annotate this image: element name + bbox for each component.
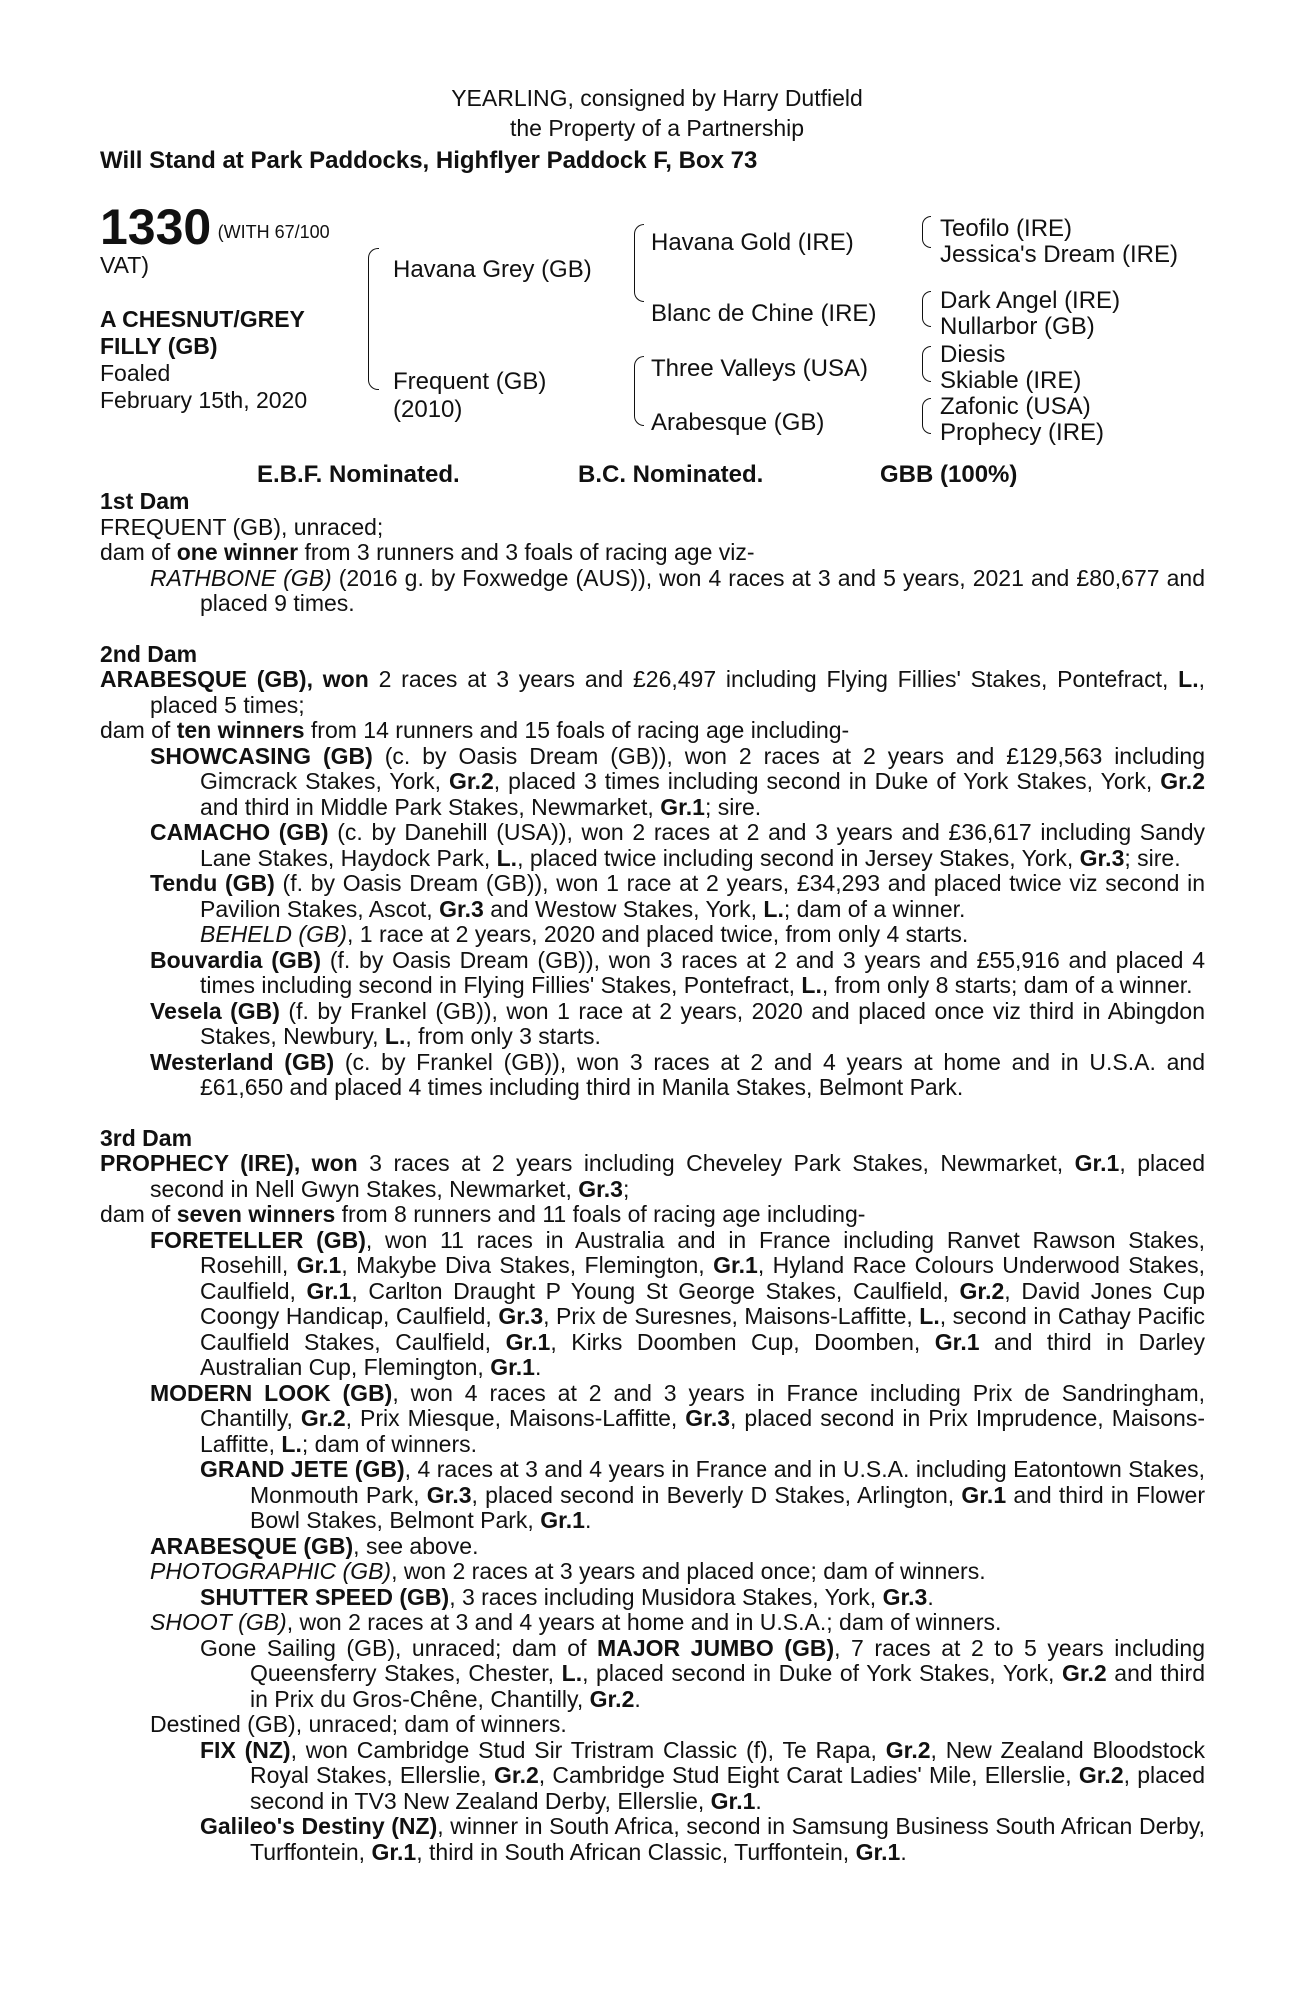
runner-shutter-speed: SHUTTER SPEED (GB), 3 races including Musidora Stakes, York, Gr.3. xyxy=(200,1583,934,1610)
consignor-line: YEARLING, consigned by Harry Dutfield xyxy=(451,85,863,111)
sire-sire-dam: Jessica's Dream (IRE) xyxy=(940,241,1178,268)
runner-fix: FIX (NZ), won Cambridge Stud Sir Tristram Classic (f), Te Rapa, Gr.2, New Zealand Bloodstock Royal Stakes, Ellerslie, Gr.2, Cambridge Stud Eight Carat Ladies' Mile, Ellerslie, Gr.2, placed second in TV3 New Zealand Derby, Ellerslie, Gr.1. xyxy=(200,1736,1205,1814)
runner-foreteller: FORETELLER (GB), won 11 races in Australia and in France including Ranvet Rawson Stakes, Rosehill, Gr.1, Makybe Diva Stakes, Flemington, Gr.1, Hyland Race Colours Underwood Stakes, Caulfield, Gr.1, Carlton Draught P Young St George Stakes, Caulfield, Gr.2, David Jones Cup Coongy Handicap, Caulfield, Gr.3, Prix de Suresnes, Maisons-Laffitte, L., second in Cathay Pacific Caulfield Stakes, Caulfield, Gr.1, Kirks Doomben Cup, Doomben, Gr.1 and third in Darley Australian Cup, Flemington, Gr.1. xyxy=(150,1226,1206,1380)
vat-note: (WITH 67/100 xyxy=(217,222,330,242)
brace-dd xyxy=(922,398,931,434)
runner-grand-jete: GRAND JETE (GB), 4 races at 3 and 4 years in France and in U.S.A. including Eatontown Stakes, Monmouth Park, Gr.3, placed second in Beverly D Stakes, Arlington, Gr.1 and third in Flower Bowl Stakes, Belmont Park, Gr.1. xyxy=(200,1456,1206,1533)
lot-block xyxy=(100,199,380,414)
dam: Frequent (GB) xyxy=(393,368,547,395)
gbb-percentage: GBB (100%) xyxy=(880,461,1018,488)
sire-sire: Havana Gold (IRE) xyxy=(651,229,854,256)
runner-westerland: Westerland (GB) (c. by Frankel (GB)), won 3 races at 2 and 4 years at home and in U.S.A. and £61,650 and placed 4 times including third in Manila Stakes, Belmont Park. xyxy=(150,1048,1205,1100)
sire: Havana Grey (GB) xyxy=(393,256,592,283)
lot-description-2: FILLY (GB) xyxy=(100,333,218,359)
brace-dam-parents xyxy=(634,356,644,426)
runner-shoot: SHOOT (GB), won 2 races at 3 and 4 years at home and in U.S.A.; dam of winners. xyxy=(150,1609,1002,1635)
lot-description: A CHESNUT/GREY xyxy=(100,306,305,332)
runner-rathbone: RATHBONE (GB) (2016 g. by Foxwedge (AUS)), won 4 races at 3 and 5 years, 2021 and £80,677 and placed 9 times. xyxy=(150,564,1205,616)
catalogue-body xyxy=(100,489,1205,1865)
sire-dam-sire: Dark Angel (IRE) xyxy=(940,287,1121,314)
vat-note-end: VAT) xyxy=(100,252,149,278)
brace-sire-parents xyxy=(634,224,644,302)
third-dam-line: PROPHECY (IRE), won 3 races at 2 years including Cheveley Park Stakes, Newmarket, Gr.1, placed second in Nell Gwyn Stakes, Newmarket, Gr.3; xyxy=(100,1150,1206,1202)
bc-nominated: B.C. Nominated. xyxy=(578,461,764,488)
sire-dam: Blanc de Chine (IRE) xyxy=(651,300,877,327)
runner-bouvardia: Bouvardia (GB) (f. by Oasis Dream (GB)), won 3 races at 2 and 3 years and £55,916 and placed 4 times including second in Flying Fillies' Stakes, Pontefract, L., from only 8 starts; dam of a winner. xyxy=(150,946,1206,998)
sire-sire-sire: Teofilo (IRE) xyxy=(940,215,1073,242)
brace-ss xyxy=(922,216,931,248)
runner-galileos-destiny: Galileo's Destiny (NZ), winner in South Africa, second in Samsung Business South African Derby, Turffontein, Gr.1, third in South African Classic, Turffontein, Gr.1. xyxy=(200,1813,1205,1865)
dam-dam-dam: Prophecy (IRE) xyxy=(940,419,1105,446)
first-dam-heading: 1st Dam xyxy=(100,488,190,514)
second-dam-heading: 2nd Dam xyxy=(100,640,198,667)
sire-dam-dam: Nullarbor (GB) xyxy=(940,313,1095,340)
runner-camacho: CAMACHO (GB) (c. by Danehill (USA)), won 2 races at 2 and 3 years and £36,617 including Sandy Lane Stakes, Haydock Park, L., placed twice including second in Jersey Stakes, York, Gr.3; sire. xyxy=(150,819,1205,871)
brace-sd xyxy=(922,291,931,327)
property-line: the Property of a Partnership xyxy=(509,115,805,141)
runner-destined: Destined (GB), unraced; dam of winners. xyxy=(150,1711,567,1737)
runner-vesela: Vesela (GB) (f. by Frankel (GB)), won 1 race at 2 years, 2020 and placed once viz third in Abingdon Stakes, Newbury, L., from only 3 starts. xyxy=(150,997,1205,1049)
runner-beheld: BEHELD (GB), 1 race at 2 years, 2020 and placed twice, from only 4 starts. xyxy=(200,921,969,947)
runner-showcasing: SHOWCASING (GB) (c. by Oasis Dream (GB)), won 2 races at 2 years and £129,563 including Gimcrack Stakes, York, Gr.2, placed 3 times including second in Duke of York Stakes, York, Gr.2 and third in Middle Park Stakes, Newmarket, Gr.1; sire. xyxy=(150,742,1205,820)
dam-sire: Three Valleys (USA) xyxy=(651,355,868,382)
runner-tendu: Tendu (GB) (f. by Oasis Dream (GB)), won 1 race at 2 years, £34,293 and placed twice viz second in Pavilion Stakes, Ascot, Gr.3 and Westow Stakes, York, L.; dam of a winner. xyxy=(150,870,1206,922)
runner-photographic: PHOTOGRAPHIC (GB), won 2 races at 3 years and placed once; dam of winners. xyxy=(150,1558,986,1584)
dam-dam: Arabesque (GB) xyxy=(651,409,825,436)
third-dam-heading: 3rd Dam xyxy=(100,1124,193,1151)
ebf-nominated: E.B.F. Nominated. xyxy=(257,461,460,488)
foaled-label: Foaled xyxy=(100,360,171,386)
dam-dam-sire: Zafonic (USA) xyxy=(940,393,1091,420)
first-dam-line: FREQUENT (GB), unraced; xyxy=(100,513,384,540)
runner-arabesque: ARABESQUE (GB), see above. xyxy=(150,1532,479,1559)
runner-modern-look: MODERN LOOK (GB), won 4 races at 2 and 3 years in France including Prix de Sandringham, Chantilly, Gr.2, Prix Miesque, Maisons-Laffitte, Gr.3, placed second in Prix Imprudence, Maisons-Laffitte, L.; dam of winners. xyxy=(150,1379,1206,1457)
foaled-date: February 15th, 2020 xyxy=(100,387,308,413)
dam-sire-sire: Diesis xyxy=(940,341,1006,368)
third-dam-produce-summary: dam of seven winners from 8 runners and 11 foals of racing age including- xyxy=(100,1201,866,1227)
second-dam-line: ARABESQUE (GB), won 2 races at 3 years and £26,497 including Flying Fillies' Stakes, Pontefract, L., placed 5 times; xyxy=(100,666,1206,718)
second-dam-produce-summary: dam of ten winners from 14 runners and 15 foals of racing age including- xyxy=(100,717,850,743)
lot-number: 1330 xyxy=(100,199,212,255)
brace-ds xyxy=(922,346,931,382)
stand-location: Will Stand at Park Paddocks, Highflyer Paddock F, Box 73 xyxy=(100,147,758,174)
brace-sire-dam xyxy=(368,248,379,390)
first-dam-produce-summary: dam of one winner from 3 runners and 3 foals of racing age viz- xyxy=(100,539,755,565)
runner-gone-sailing: Gone Sailing (GB), unraced; dam of MAJOR JUMBO (GB), 7 races at 2 to 5 years including Queensferry Stakes, Chester, L., placed second in Duke of York Stakes, York, Gr.2 and third in Prix du Gros-Chêne, Chantilly, Gr.2. xyxy=(200,1634,1205,1712)
dam-year: (2010) xyxy=(393,396,463,423)
dam-sire-dam: Skiable (IRE) xyxy=(940,367,1082,394)
